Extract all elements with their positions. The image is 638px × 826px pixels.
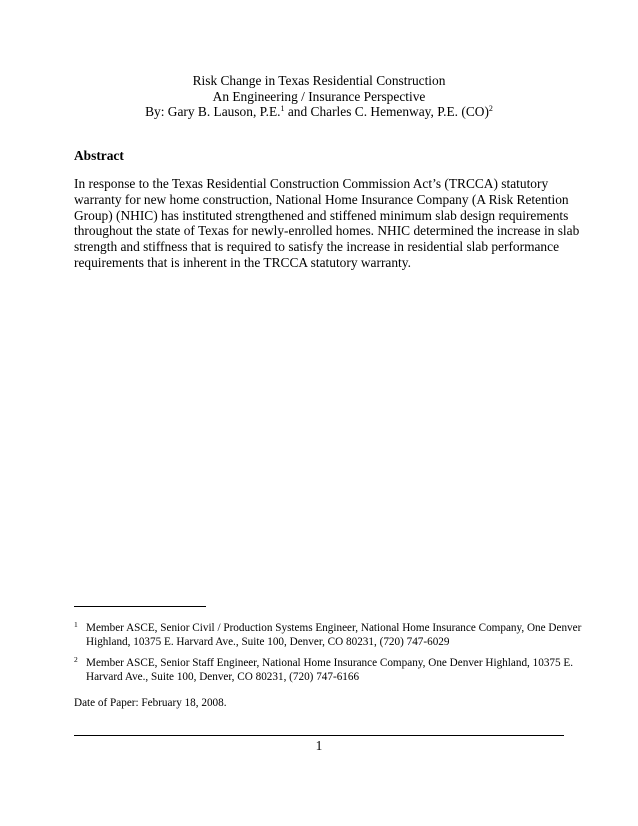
abstract-line: strength and stiffness that is required to satisfy the increase in residential slab performance <box>74 239 560 255</box>
footnote-separator <box>74 606 206 607</box>
footnote-1-line: Highland, 10375 E. Harvard Ave., Suite 100, Denver, CO 80231, (720) 747-6029 <box>86 636 450 648</box>
page-number: 1 <box>315 738 323 753</box>
author-1-footnote-ref: 1 <box>280 104 285 113</box>
abstract-line: In response to the Texas Residential Construction Commission Act’s (TRCCA) statutory <box>74 176 549 191</box>
title-block <box>74 73 564 120</box>
paper-subtitle: An Engineering / Insurance Perspective <box>212 88 426 104</box>
abstract-line: Group) (NHIC) has instituted strengthened and stiffened minimum slab design requirements <box>74 207 569 223</box>
abstract-line: throughout the state of Texas for newly-enrolled homes. NHIC determined the increase in slab <box>74 223 580 239</box>
footer-rule <box>74 735 564 736</box>
footnote-1-mark: 1 <box>74 620 78 629</box>
author-2-footnote-ref: 2 <box>488 104 493 113</box>
date-of-paper: Date of Paper: February 18, 2008. <box>74 697 227 709</box>
footnote-1 <box>74 620 582 649</box>
author-1: By: Gary B. Lauson, P.E. <box>145 104 281 119</box>
footnote-2-line: Member ASCE, Senior Staff Engineer, National Home Insurance Company, One Denver Highland, 10375 E. <box>86 657 574 669</box>
footnote-2-mark: 2 <box>74 655 78 664</box>
abstract-line: requirements that is inherent in the TRCCA statutory warranty. <box>74 254 411 270</box>
abstract-line: warranty for new home construction, National Home Insurance Company (A Risk Retention <box>74 191 569 207</box>
footnote-2-line: Harvard Ave., Suite 100, Denver, CO 80231, (720) 747-6166 <box>86 671 360 683</box>
footnote-2 <box>74 656 574 684</box>
footnote-1-line: Member ASCE, Senior Civil / Production Systems Engineer, National Home Insurance Company, One Denver <box>86 622 582 634</box>
paper-title: Risk Change in Texas Residential Construction <box>192 73 446 88</box>
author-line <box>74 104 564 120</box>
author-2: and Charles C. Hemenway, P.E. (CO) <box>284 104 489 119</box>
abstract-heading: Abstract <box>74 148 124 163</box>
abstract-body <box>74 176 580 271</box>
